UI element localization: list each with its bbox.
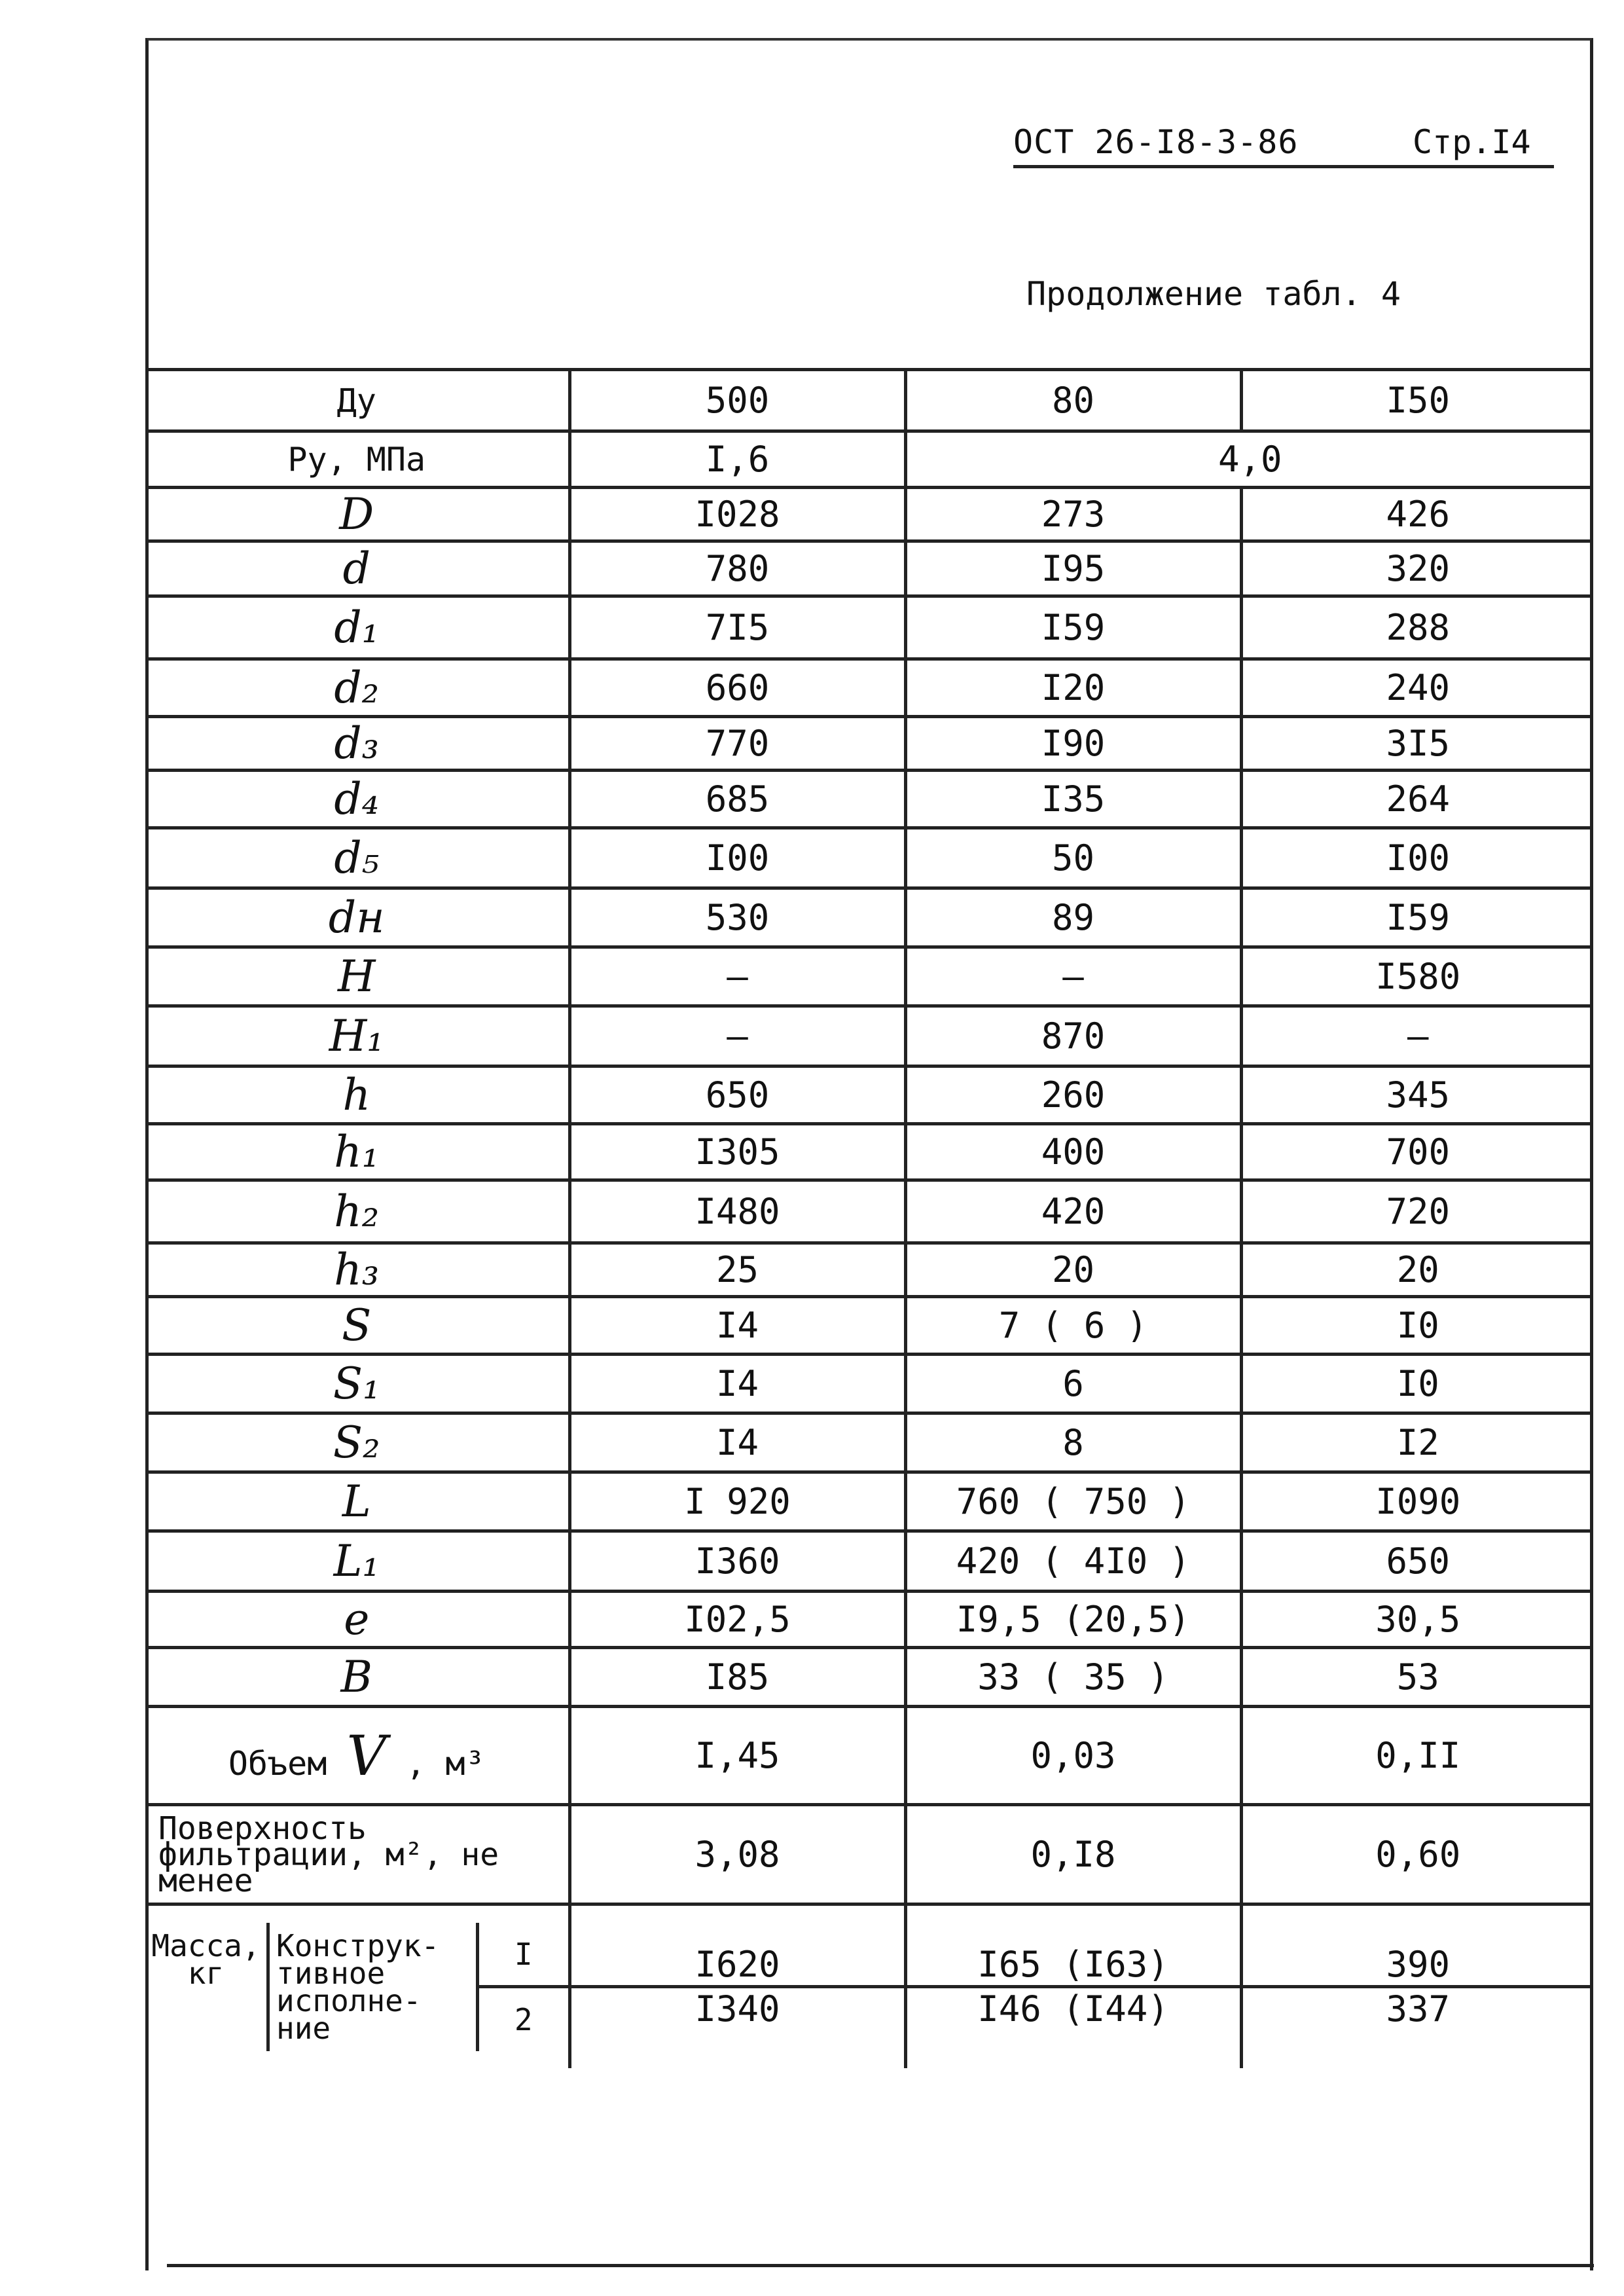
volume-text: Объем (228, 1744, 327, 1783)
volume-label: Объем V , м³ (145, 1707, 569, 1805)
value-cell: 0,60 (1241, 1805, 1593, 1904)
table-row (145, 596, 1593, 659)
value-cell: I95 (905, 541, 1241, 596)
value-cell: I59 (905, 596, 1241, 659)
volume-unit: м³ (445, 1744, 485, 1783)
param-label: h (145, 1066, 569, 1124)
param-label: S (145, 1297, 569, 1355)
table-row (145, 1648, 1593, 1707)
value-cell: 3I5 (1241, 717, 1593, 771)
value-cell: 500 (569, 370, 905, 431)
value-cell: 53 (1241, 1648, 1593, 1707)
surface-label: Поверхность фильтрации, м², не менее (145, 1805, 569, 1904)
param-label: D (145, 488, 569, 541)
value-cell: I 920 (569, 1472, 905, 1531)
value-cell: I305 (569, 1124, 905, 1180)
value-cell: 760 ( 750 ) (905, 1472, 1241, 1531)
param-label: S₁ (145, 1355, 569, 1413)
table-row (145, 488, 1593, 541)
value-cell: I620 (695, 1944, 780, 1986)
surface-row (145, 1805, 1593, 1904)
value-cell: 260 (905, 1066, 1241, 1124)
value-cell: 870 (905, 1006, 1241, 1066)
value-cell: 80 (905, 370, 1241, 431)
value-cell: 650 (569, 1066, 905, 1124)
table-row (145, 370, 1593, 431)
value-cell: I480 (569, 1180, 905, 1243)
table-row (145, 1243, 1593, 1297)
value-cell: – (1241, 1006, 1593, 1066)
value-cell: 240 (1241, 659, 1593, 717)
value-cell: I4 (569, 1413, 905, 1472)
value-cell: 390 (1386, 1944, 1451, 1986)
value-cell: I2 (1241, 1413, 1593, 1472)
variant-number: 2 (479, 1985, 568, 2051)
param-label: h₁ (145, 1124, 569, 1180)
value-cell: I0 (1241, 1355, 1593, 1413)
table-row (145, 888, 1593, 947)
value-cell: 20 (905, 1243, 1241, 1297)
value-cell: – (569, 947, 905, 1006)
param-label: dн (145, 888, 569, 947)
value-cell: I0 (1241, 1297, 1593, 1355)
param-label: L (145, 1472, 569, 1531)
value-cell: 0,03 (905, 1707, 1241, 1805)
value-cell: 89 (905, 888, 1241, 947)
table-row (145, 1592, 1593, 1648)
param-label: Ду (145, 370, 569, 431)
value-cell: 420 (905, 1180, 1241, 1243)
value-cell: I580 (1241, 947, 1593, 1006)
value-cell: I9,5 (20,5) (905, 1592, 1241, 1648)
value-cell: – (905, 947, 1241, 1006)
value-cell: 0,I8 (905, 1805, 1241, 1904)
value-cell: I340 (571, 1985, 904, 2030)
param-label: d₃ (145, 717, 569, 771)
param-label: d₂ (145, 659, 569, 717)
volume-symbol: V (346, 1723, 387, 1788)
value-cell: 50 (905, 828, 1241, 888)
document-code: ОСТ 26-I8-3-86 (1013, 123, 1299, 161)
value-cell: 6 (905, 1355, 1241, 1413)
table-row (145, 717, 1593, 771)
param-label: e (145, 1592, 569, 1648)
table-row (145, 828, 1593, 888)
value-cell: 7 ( 6 ) (905, 1297, 1241, 1355)
mass-row (145, 1904, 1593, 2068)
param-label: h₃ (145, 1243, 569, 1297)
header-underline (1013, 165, 1554, 168)
merged-value-cell: 4,0 (905, 431, 1593, 488)
param-label: S₂ (145, 1413, 569, 1472)
value-cell: 426 (1241, 488, 1593, 541)
value-cell: 770 (569, 717, 905, 771)
table-row (145, 1297, 1593, 1355)
value-cell: 320 (1241, 541, 1593, 596)
param-label: H (145, 947, 569, 1006)
value-cell: I00 (1241, 828, 1593, 888)
param-label: L₁ (145, 1531, 569, 1592)
value-cell: 288 (1241, 596, 1593, 659)
value-cell: I090 (1241, 1472, 1593, 1531)
value-cell: 337 (1243, 1985, 1594, 2030)
param-label: Ру, МПа (145, 431, 569, 488)
table-row (145, 947, 1593, 1006)
dimensions-table (145, 368, 1593, 2068)
table-row (145, 659, 1593, 717)
value-cell: 685 (569, 771, 905, 828)
value-cell: I02,5 (569, 1592, 905, 1648)
value-cell: 700 (1241, 1124, 1593, 1180)
value-cell: – (569, 1006, 905, 1066)
value-cell: I85 (569, 1648, 905, 1707)
value-cell: 650 (1241, 1531, 1593, 1592)
page-number: Стр.I4 (1413, 123, 1531, 161)
design-variant-label: Конструк-тивное исполне-ние (270, 1923, 479, 2051)
table-row (145, 1006, 1593, 1066)
value-cell: 7I5 (569, 596, 905, 659)
param-label: d₁ (145, 596, 569, 659)
param-label: H₁ (145, 1006, 569, 1066)
value-cell: 660 (569, 659, 905, 717)
value-cell: 273 (905, 488, 1241, 541)
value-cell: 780 (569, 541, 905, 596)
value-cell: 530 (569, 888, 905, 947)
param-label: h₂ (145, 1180, 569, 1243)
value-cell: 3,08 (569, 1805, 905, 1904)
param-label: B (145, 1648, 569, 1707)
value-cell: 20 (1241, 1243, 1593, 1297)
volume-row (145, 1707, 1593, 1805)
table-row (145, 431, 1593, 488)
value-cell: 30,5 (1241, 1592, 1593, 1648)
table-row (145, 1531, 1593, 1592)
value-cell: I,6 (569, 431, 905, 488)
table-row (145, 1066, 1593, 1124)
param-label: d₄ (145, 771, 569, 828)
value-cell: I4 (569, 1355, 905, 1413)
table-row (145, 1124, 1593, 1180)
value-cell: 0,II (1241, 1707, 1593, 1805)
table-continuation-title: Продолжение табл. 4 (1026, 275, 1401, 313)
table-row (145, 771, 1593, 828)
value-cell: I360 (569, 1531, 905, 1592)
value-cell: 345 (1241, 1066, 1593, 1124)
value-cell: 264 (1241, 771, 1593, 828)
value-cell: I,45 (569, 1707, 905, 1805)
mass-label-cell (145, 1904, 569, 2068)
value-cell: I46 (I44) (907, 1985, 1240, 2030)
table-row (145, 1180, 1593, 1243)
value-cell: 400 (905, 1124, 1241, 1180)
bottom-border (167, 2264, 1594, 2267)
table-row (145, 1413, 1593, 1472)
value-cell: 720 (1241, 1180, 1593, 1243)
value-cell: I00 (569, 828, 905, 888)
value-cell: I50 (1241, 370, 1593, 431)
value-cell: 420 ( 4I0 ) (905, 1531, 1241, 1592)
value-cell: I028 (569, 488, 905, 541)
table-row (145, 1355, 1593, 1413)
value-cell: 8 (905, 1413, 1241, 1472)
value-cell: I4 (569, 1297, 905, 1355)
param-label: d (145, 541, 569, 596)
value-cell: I65 (I63) (977, 1944, 1169, 1986)
table-row (145, 541, 1593, 596)
value-cell: I35 (905, 771, 1241, 828)
value-cell: I20 (905, 659, 1241, 717)
mass-label: Масса, кг (145, 1923, 270, 2051)
value-cell: I59 (1241, 888, 1593, 947)
value-cell: I90 (905, 717, 1241, 771)
value-cell: 33 ( 35 ) (905, 1648, 1241, 1707)
param-label: d₅ (145, 828, 569, 888)
value-cell: 25 (569, 1243, 905, 1297)
variant-number: I (514, 1936, 533, 1972)
table-row (145, 1472, 1593, 1531)
